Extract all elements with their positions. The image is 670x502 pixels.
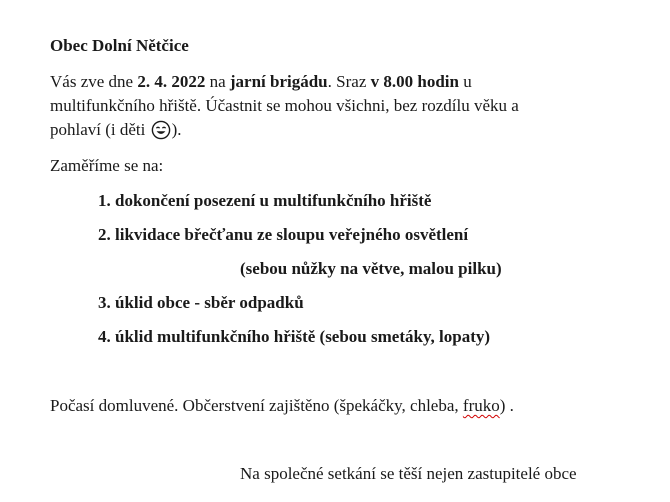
- invitation-text: na: [205, 72, 230, 91]
- weather-text: ) .: [499, 396, 514, 415]
- invitation-text: u: [458, 72, 472, 91]
- task-item: 2. likvidace břečťanu ze sloupu veřejného osvětlení: [98, 225, 469, 244]
- closing-line: Na společné setkání se těší nejen zastupitelé obce: [240, 464, 577, 483]
- weather-refreshments-line: [50, 396, 514, 416]
- task-item: 3. úklid obce - sběr odpadků: [98, 293, 304, 312]
- invitation-text: pohlaví (i děti: [50, 120, 150, 139]
- weather-text: Počasí domluvené. Občerstvení zajištěno (špekáčky, chleba,: [50, 396, 463, 415]
- task-item: 1. dokončení posezení u multifunkčního hřiště: [98, 191, 432, 210]
- focus-intro: Zaměříme se na:: [50, 156, 164, 175]
- task-item: 4. úklid multifunkčního hřiště (sebou smetáky, lopaty): [98, 327, 491, 346]
- task-item-note: (sebou nůžky na větve, malou pilku): [240, 259, 502, 278]
- smiley-face-icon: [151, 120, 171, 140]
- meeting-time: v 8.00 hodin: [370, 72, 459, 91]
- invitation-line-1: [50, 72, 472, 92]
- invitation-line-3: [50, 120, 182, 140]
- invitation-text: Vás zve dne: [50, 72, 138, 91]
- spellcheck-flagged-word: fruko: [462, 396, 500, 415]
- invitation-text: ).: [171, 120, 182, 139]
- invitation-line-2: multifunkčního hřiště. Účastnit se mohou všichni, bez rozdílu věku a: [50, 96, 519, 115]
- invitation-text: . Sraz: [327, 72, 371, 91]
- event-date: 2. 4. 2022: [137, 72, 206, 91]
- document-heading: Obec Dolní Nětčice: [50, 36, 189, 55]
- event-name: jarní brigádu: [229, 72, 328, 91]
